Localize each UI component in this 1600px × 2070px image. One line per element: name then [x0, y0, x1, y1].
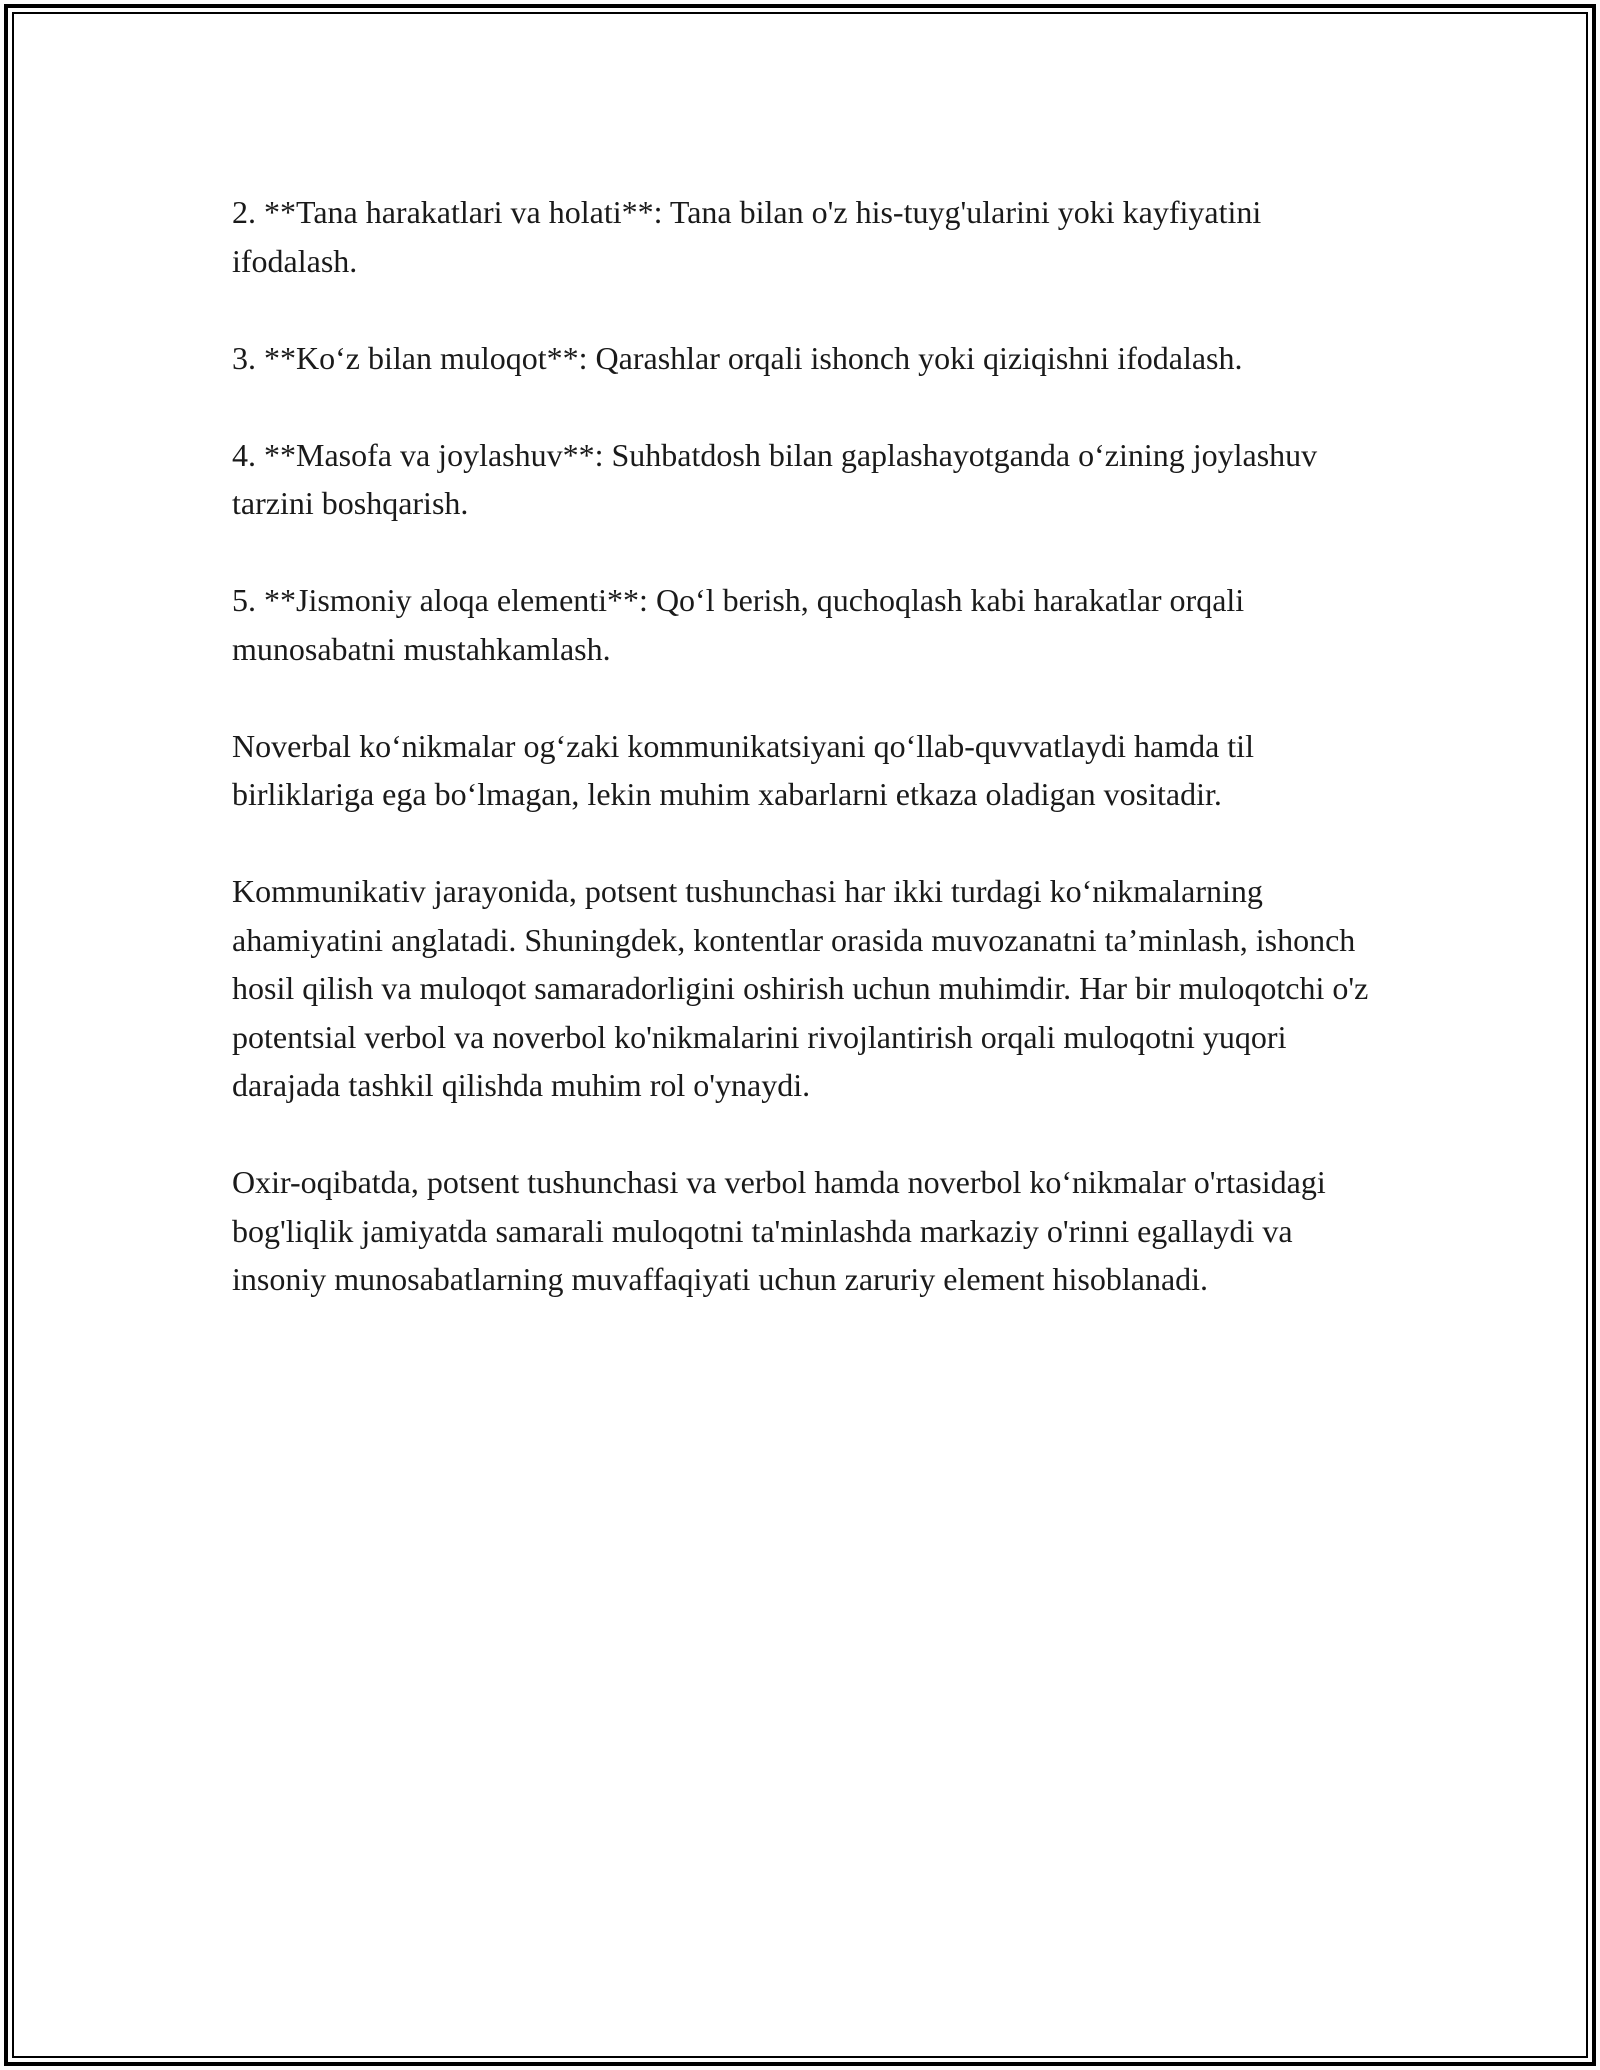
list-item-eye-contact: 3. **Ko‘z bilan muloqot**: Qarashlar orqali ishonch yoki qiziqishni ifodalash.: [232, 339, 1243, 376]
paragraph-communicative-process: Kommunikativ jarayonida, potsent tushunchasi har ikki turdagi ko‘nikmalarning ahamiyatini anglatadi. Shuningdek, kontentlar orasida muvozanatni ta’minlash, ishonch hosil qilish va muloqot samaradorligini oshirish uchun muhimdir. Har bir muloqotchi o'z potentsial verbol va noverbol ko'nikmalarini rivojlantirish orqali muloqotni yuqori darajada tashkil qilishda muhim rol o'ynaydi.: [232, 873, 1369, 1103]
document-body: [232, 188, 1372, 1304]
list-item-distance-position: 4. **Masofa va joylashuv**: Suhbatdosh bilan gaplashayotganda o‘zining joylashuv tarzini boshqarish.: [232, 436, 1318, 521]
paragraph-conclusion: Oxir-oqibatda, potsent tushunchasi va verbol hamda noverbol ko‘nikmalar o'rtasidagi bog'liqlik jamiyatda samarali muloqotni ta'minlashda markaziy o'rinni egallaydi va insoniy munosabatlarning muvaffaqiyati uchun zaruriy element hisoblanadi.: [232, 1164, 1326, 1297]
list-item-body-posture: 2. **Tana harakatlari va holati**: Tana bilan o'z his-tuyg'ularini yoki kayfiyatini ifodalash.: [232, 194, 1262, 279]
paragraph-nonverbal-skills: Noverbal ko‘nikmalar og‘zaki kommunikatsiyani qo‘llab-quvvatlaydi hamda til birliklariga ega bo‘lmagan, lekin muhim xabarlarni etkaza oladigan vositadir.: [232, 727, 1254, 812]
list-item-physical-contact: 5. **Jismoniy aloqa elementi**: Qo‘l berish, quchoqlash kabi harakatlar orqali munosabatni mustahkamlash.: [232, 582, 1245, 667]
